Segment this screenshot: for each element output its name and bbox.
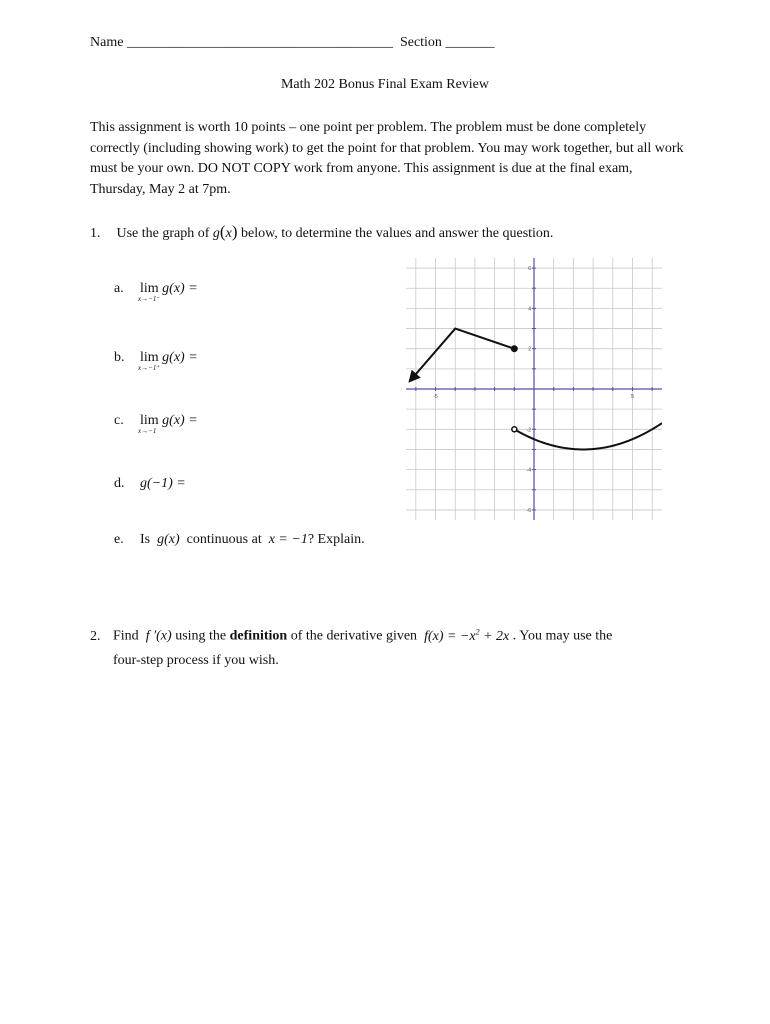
question-2-of-deriv: of the derivative given — [290, 628, 418, 644]
y-tick-label: -2 — [526, 427, 531, 434]
part-e-condition: x = −1 — [268, 532, 308, 547]
limit-operator: lim x→−1⁺ — [138, 350, 161, 372]
part-label: c. — [114, 413, 124, 428]
assignment-instructions: This assignment is worth 10 points – one point per problem. The problem must be done completely correctly (including showing work) to get the point for that problem. You may work together, but all work must be your own. DO NOT COPY work from anyone. This assignment is due at the final exam, Thursday, May 2 at 7pm. — [90, 120, 684, 197]
question-1a — [114, 281, 198, 303]
question-1b — [114, 350, 198, 372]
question-1-text-after: below, to determine the values and answer the question. — [240, 226, 554, 241]
y-tick-label: 4 — [528, 306, 531, 313]
page-title: Math 202 Bonus Final Exam Review — [280, 77, 490, 92]
question-2-find: Find — [113, 628, 139, 644]
y-tick-label: -4 — [526, 467, 531, 474]
name-label: Name — [90, 35, 124, 50]
question-1-func: g(x) — [212, 222, 238, 241]
question-2-tail: . You may use the — [512, 628, 613, 644]
graph-axes — [406, 258, 662, 520]
limit-operator: lim x→−1 — [138, 413, 159, 435]
limit-expression: g(x) = — [162, 281, 198, 296]
y-tick-label: 2 — [528, 346, 531, 353]
question-1e — [114, 532, 365, 548]
question-1 — [90, 222, 710, 242]
part-e-pre: Is — [140, 532, 151, 547]
section-blank[interactable]: _______ — [445, 35, 495, 50]
question-2-using: using the — [175, 628, 227, 644]
question-2-definition: definition — [229, 628, 288, 644]
limit-expression: g(x) = — [162, 350, 198, 365]
question-1-number: 1. — [90, 226, 101, 241]
part-label: b. — [114, 350, 125, 365]
x-tick-label: -5 — [433, 394, 438, 400]
y-tick-label: -6 — [526, 507, 531, 514]
question-2-number: 2. — [90, 628, 101, 644]
part-e-mid: continuous at — [186, 532, 262, 547]
part-e-post: ? Explain. — [307, 532, 365, 547]
piecewise-line — [410, 329, 514, 381]
part-label: e. — [114, 532, 124, 547]
x-tick-label: 5 — [631, 394, 634, 400]
question-2-fprime: f ′(x) — [145, 628, 172, 644]
question-1d — [114, 476, 186, 492]
part-label: a. — [114, 281, 124, 296]
name-blank[interactable]: ______________________________________ — [126, 35, 393, 50]
part-label: d. — [114, 476, 125, 491]
part-e-func: g(x) — [157, 532, 180, 547]
function-graph — [406, 258, 662, 520]
question-1c — [114, 413, 198, 435]
y-tick-label: 6 — [528, 266, 531, 273]
open-endpoint — [512, 427, 517, 432]
parabola-curve — [514, 423, 662, 449]
question-2 — [90, 620, 690, 673]
name-section-line — [90, 35, 494, 51]
question-2-line2: four-step process if you wish. — [113, 652, 279, 668]
limit-expression: g(x) = — [162, 413, 198, 428]
question-1-text-before: Use the graph of — [116, 226, 210, 241]
question-2-function: $f(x) = -x^2 + 2x$ — [424, 627, 510, 644]
function-value-expression: g(−1) = — [140, 476, 186, 491]
limit-operator: lim x→−1⁻ — [138, 281, 161, 303]
closed-endpoint — [511, 346, 517, 352]
section-label: Section — [399, 35, 442, 50]
